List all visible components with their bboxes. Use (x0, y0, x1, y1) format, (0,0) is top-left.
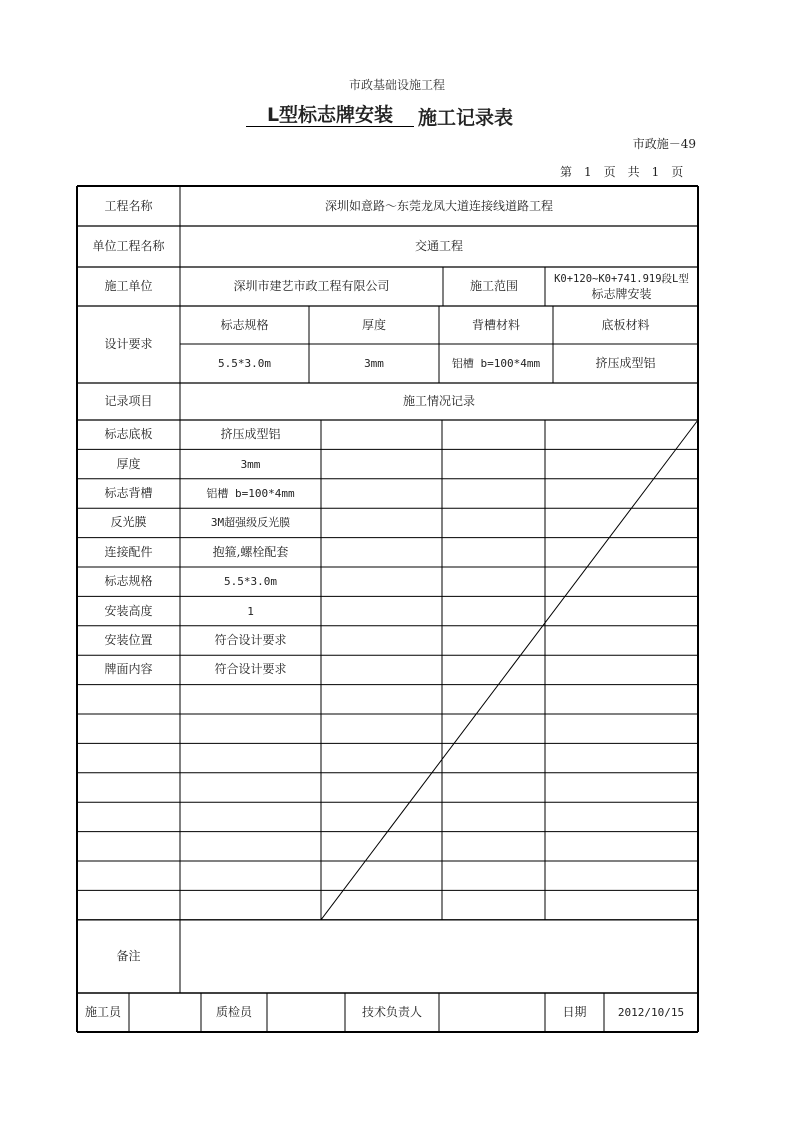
footer-date-value: 2012/10/15 (617, 1006, 685, 1019)
design-requirement-label: 设计要求 (104, 337, 153, 351)
design-value-1: 3mm (364, 357, 384, 370)
scope-line-1: K0+120~K0+741.919段L型 (554, 272, 689, 285)
design-value-2: 铝槽 b=100*4mm (451, 357, 541, 370)
record-row-item: 厚度 (116, 456, 141, 471)
record-row-item: 标志背槽 (104, 485, 153, 500)
record-row-item (77, 773, 180, 802)
record-row-value: 符合设计要求 (214, 662, 287, 677)
record-row-value: 抱箍,螺栓配套 (212, 544, 289, 559)
record-row-item: 安装位置 (104, 632, 153, 647)
footer-constructor-signature (129, 993, 201, 1032)
record-row-item: 连接配件 (104, 544, 153, 559)
project-name-label: 工程名称 (104, 198, 153, 213)
record-row-item: 标志底板 (104, 427, 153, 442)
design-header-2: 背槽材料 (471, 317, 520, 332)
record-row-value (180, 773, 321, 802)
record-row-item: 标志规格 (104, 574, 153, 589)
record-row-item (77, 802, 180, 831)
footer-tech-lead-signature (439, 993, 545, 1032)
record-row-item (77, 832, 180, 861)
record-row-value (180, 802, 321, 831)
record-row-item: 安装高度 (104, 603, 153, 618)
page-info: 第 1 页 共 1 页 (560, 165, 684, 179)
record-row-value: 挤压成型铝 (220, 427, 281, 442)
scope-label: 施工范围 (469, 279, 518, 293)
record-row-value (180, 832, 321, 861)
unit-project-value: 交通工程 (414, 239, 463, 253)
form-code: 市政施－49 (632, 137, 696, 151)
record-row-item (77, 743, 180, 772)
diagonal-strike-line (321, 420, 698, 920)
unit-project-label: 单位工程名称 (92, 239, 165, 253)
remarks-label: 备注 (116, 948, 141, 963)
record-row-item: 牌面内容 (104, 662, 153, 677)
record-row-item (77, 685, 180, 714)
footer-inspector-signature (267, 993, 345, 1032)
document-title-fill: L型标志牌安装 (266, 104, 394, 126)
record-row-item: 反光膜 (110, 515, 147, 530)
record-row-item (77, 890, 180, 919)
footer-date-label: 日期 (562, 1005, 587, 1019)
record-row-value (180, 743, 321, 772)
design-header-3: 底板材料 (601, 317, 650, 332)
record-row-value (180, 685, 321, 714)
remarks-value (180, 920, 698, 993)
record-row-value: 符合设计要求 (214, 632, 287, 647)
record-situation-header: 施工情况记录 (402, 394, 475, 408)
design-header-1: 厚度 (361, 317, 386, 332)
record-row-value (180, 714, 321, 743)
footer-inspector-label: 质检员 (215, 1005, 252, 1019)
scope-line-2: 标志牌安装 (591, 286, 652, 301)
record-row-value: 铝槽 b=100*4mm (206, 486, 295, 500)
footer-tech-lead-label: 技术负责人 (361, 1005, 422, 1019)
constructor-label: 施工单位 (104, 279, 153, 293)
record-row-value: 3mm (240, 457, 261, 471)
record-row-item (77, 714, 180, 743)
document-title: 施工记录表 (418, 107, 514, 129)
document-subtitle: 市政基础设施工程 (348, 78, 445, 92)
record-row-value: 1 (247, 604, 254, 618)
record-row-value (180, 861, 321, 890)
record-row-value: 5.5*3.0m (224, 575, 277, 589)
record-row-value (180, 890, 321, 919)
record-row-value: 3M超强级反光膜 (210, 516, 291, 530)
scope-value (545, 267, 698, 306)
project-name-value: 深圳如意路～东莞龙凤大道连接线道路工程 (324, 198, 553, 213)
record-item-header: 记录项目 (104, 394, 153, 408)
record-row-item (77, 861, 180, 890)
design-value-0: 5.5*3.0m (218, 357, 271, 370)
design-header-0: 标志规格 (220, 317, 269, 332)
constructor-value: 深圳市建艺市政工程有限公司 (233, 279, 390, 293)
footer-constructor-label: 施工员 (84, 1005, 121, 1019)
design-value-3: 挤压成型铝 (595, 356, 656, 370)
